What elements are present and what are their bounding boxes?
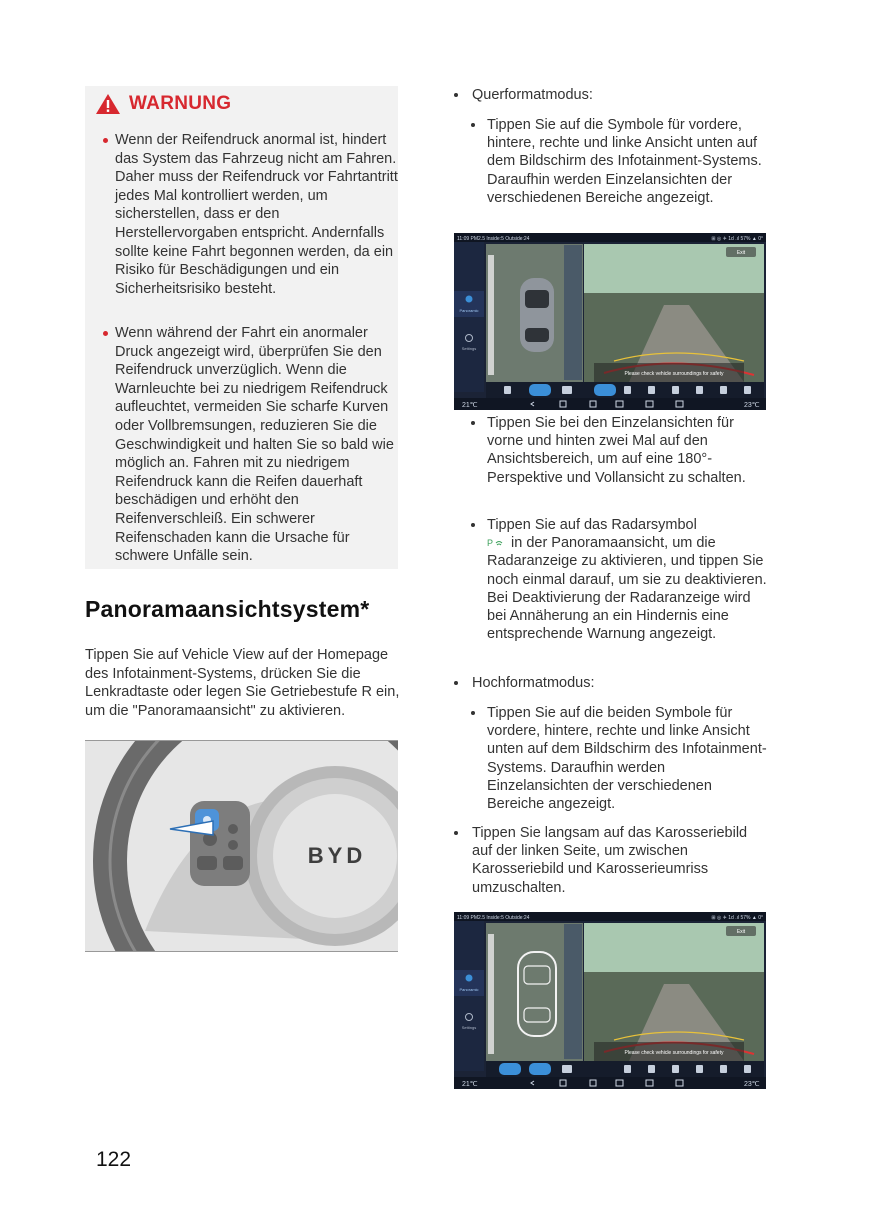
svg-text:21℃: 21℃ bbox=[462, 1081, 478, 1088]
warning-item: Wenn der Reifendruck anormal ist, hindert das System das Fahrzeug nicht am Fahren. Daher muss der Reifendruck vor Fahrtantritt jedes Mal kontrolliert werden, um sicherstellen, dass er den Herstellervorgaben entspricht. Andernfalls sollte keine Fahrt begonnen werden, da ein Risiko für Beschädigungen und ein Sicherheitsrisiko besteht. bbox=[115, 131, 400, 298]
svg-text:Please check vehicle surroundi: Please check vehicle surroundings for safety bbox=[624, 1050, 724, 1056]
svg-text:Settings: Settings bbox=[461, 346, 477, 351]
warning-item: Wenn während der Fahrt ein anormaler Druck angezeigt wird, überprüfen Sie den Reifendruck unverzüglich. Wenn die Warnleuchte bei zu niedrigem Reifendruck aufleuchtet, vermeiden Sie scharfe Kurven oder Vollbremsungen, reduzieren Sie die Geschwindigkeit und halten Sie so bald wie möglich an. Fahren mit zu niedrigem Reifendruck kann die Reifen dauerhaft beschädigen und erhöht den Reifenverschleiß. Ein schwerer Reifenschaden kann die Ursache für schwere Unfälle sein. bbox=[115, 324, 400, 566]
svg-text:23℃: 23℃ bbox=[744, 402, 760, 409]
warning-triangle-icon bbox=[95, 93, 121, 115]
svg-text:⊞ ◎ ✈ 1d .ıl 57% ▲ 0°: ⊞ ◎ ✈ 1d .ıl 57% ▲ 0° bbox=[711, 236, 763, 242]
landscape-sub2: Tippen Sie bei den Einzelansichten für vorne und hinten zwei Mal auf den Ansichtsbereich, um auf eine 180°-Perspektive und Vollansicht zu schalten. bbox=[487, 414, 769, 487]
wheel-logo: BYD bbox=[307, 843, 367, 868]
svg-text:23℃: 23℃ bbox=[744, 1081, 760, 1088]
warning-title: WARNUNG bbox=[129, 93, 232, 114]
svg-text:11:09 PM2.5 Inside:5 Outside:: 11:09 PM2.5 Inside:5 Outside:24 bbox=[457, 915, 530, 921]
svg-text:Panoramic: Panoramic bbox=[459, 987, 479, 992]
svg-text:⊞ ◎ ✈ 1d .ıl 57% ▲ 0°: ⊞ ◎ ✈ 1d .ıl 57% ▲ 0° bbox=[711, 915, 763, 921]
svg-text:Panoramic: Panoramic bbox=[459, 308, 479, 313]
landscape-label: Querformatmodus: bbox=[472, 86, 772, 104]
svg-text:Exit: Exit bbox=[736, 250, 746, 256]
warning-header bbox=[95, 93, 231, 115]
svg-text:Exit: Exit bbox=[736, 929, 746, 935]
slide-text: Tippen Sie langsam auf das Karosseriebild auf der linken Seite, um zwischen Karosseriebild und Karosserieumriss umzuschalten. bbox=[472, 824, 768, 897]
warning-box bbox=[85, 86, 398, 569]
landscape-sub3: Tippen Sie auf das Radarsymbol P in der Panoramaansicht, um die Radaranzeige zu aktivieren, und tippen Sie noch einmal darauf, um sie zu deaktivieren. Bei Deaktivierung der Radaranzeige wird bei Annäherung an ein Hindernis eine entsprechende Warnung angezeigt. bbox=[487, 516, 769, 643]
svg-text:11:09 PM2.5 Inside:5 Outside:: 11:09 PM2.5 Inside:5 Outside:24 bbox=[457, 236, 530, 242]
svg-text:21℃: 21℃ bbox=[462, 402, 478, 409]
svg-text:P: P bbox=[487, 538, 494, 549]
landscape-sub1: Tippen Sie auf die Symbole für vordere, hintere, rechte und linke Ansicht unten auf dem Bildschirm des Infotainment-Systems. Daraufhin werden Einzelansichten der verschiedenen Bereiche angezeigt. bbox=[487, 116, 769, 207]
radar-icon bbox=[487, 537, 507, 548]
infotainment-screen-landscape bbox=[454, 233, 766, 410]
section-title: Panoramaansichtsystem* bbox=[85, 596, 370, 622]
section-intro: Tippen Sie auf Vehicle View auf der Homepage des Infotainment-Systems, drücken Sie die Lenkradtaste oder legen Sie Getriebestufe R ein, um die "Panoramaansicht" zu aktivieren. bbox=[85, 647, 400, 719]
svg-text:Please check vehicle surroundi: Please check vehicle surroundings for safety bbox=[624, 371, 724, 377]
steering-wheel-icon bbox=[85, 741, 398, 951]
page-number: 122 bbox=[96, 1148, 132, 1171]
portrait-sub1: Tippen Sie auf die beiden Symbole für vordere, hintere, rechte und linke Ansicht unten auf dem Bildschirm des Infotainment-Systems. Daraufhin werden Einzelansichten der verschiedenen Bereiche angezeigt. bbox=[487, 704, 769, 813]
infotainment-screen-outline bbox=[454, 912, 766, 1089]
portrait-label: Hochformatmodus: bbox=[472, 674, 772, 692]
svg-text:Settings: Settings bbox=[461, 1025, 477, 1030]
steering-wheel-figure bbox=[85, 740, 398, 952]
